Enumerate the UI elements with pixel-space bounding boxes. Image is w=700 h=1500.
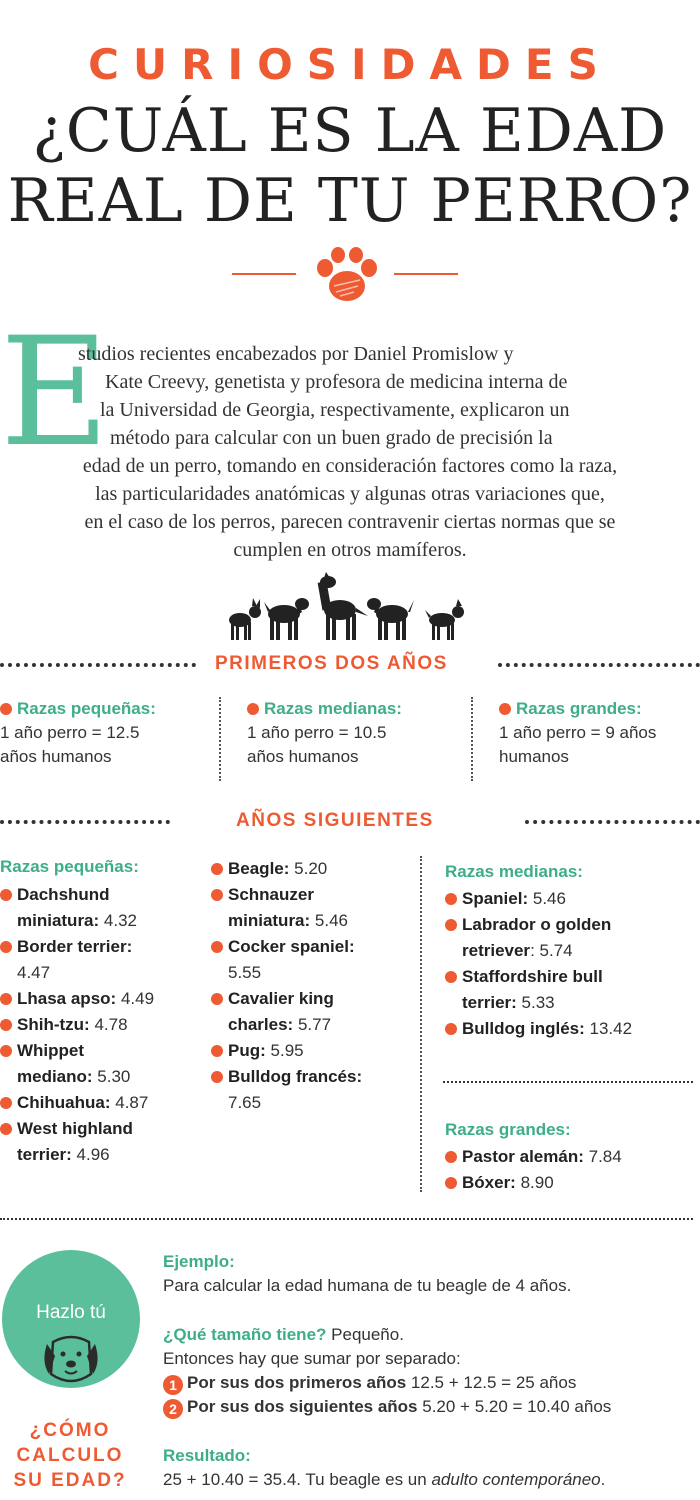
following-medium-heading: Razas medianas: xyxy=(445,862,583,881)
list-item: Staffordshire bull terrier: 5.33 xyxy=(445,964,695,1016)
then-text: Entonces hay que sumar por separado: xyxy=(163,1349,461,1368)
bullet-icon xyxy=(0,993,12,1005)
step-2: 2 Por sus dos siguientes años 5.20 + 5.20 = 10.40 años xyxy=(163,1395,611,1419)
large-heading: Razas grandes: xyxy=(499,697,699,721)
section-title-following-years: AÑOS SIGUIENTES xyxy=(236,810,434,831)
list-item: Labrador o golden retriever: 5.74 xyxy=(445,912,695,964)
list-item: Whippet mediano: 5.30 xyxy=(0,1038,200,1090)
bullet-icon xyxy=(0,703,12,715)
divider-line-right xyxy=(394,273,458,275)
bullet-icon xyxy=(211,1045,223,1057)
list-item: Lhasa apso: 4.49 xyxy=(0,986,200,1012)
list-item: Pastor alemán: 7.84 xyxy=(445,1144,695,1170)
intro-line: las particularidades anatómicas y algunas otras variaciones que, xyxy=(95,483,605,505)
list-item: West highland terrier: 4.96 xyxy=(0,1116,200,1168)
bullet-icon xyxy=(211,1071,223,1083)
list-item: Spaniel: 5.46 xyxy=(445,886,695,912)
dogs-silhouette-icon xyxy=(222,572,470,644)
small-heading: Razas pequeñas: xyxy=(0,697,210,721)
ejemplo-label: Ejemplo: xyxy=(163,1252,235,1271)
result-block xyxy=(163,1444,605,1492)
bullet-icon xyxy=(445,1177,457,1189)
small-rate: 1 año perro = 12.5 xyxy=(0,723,140,742)
bullet-icon xyxy=(211,941,223,953)
list-item: Cavalier king charles: 5.77 xyxy=(211,986,411,1038)
result-label: Resultado: xyxy=(163,1446,251,1465)
large-rate-unit: humanos xyxy=(499,747,569,766)
list-item: Bulldog inglés: 13.42 xyxy=(445,1016,695,1042)
section-title-first-years: PRIMEROS DOS AÑOS xyxy=(215,653,448,674)
badge-label: Hazlo tú xyxy=(36,1302,106,1323)
small-breeds-list-a xyxy=(0,882,200,1168)
dotted-rule xyxy=(525,820,700,824)
dotted-rule xyxy=(498,663,700,667)
small-breeds-list-b xyxy=(211,856,411,1116)
intro-line: en el caso de los perros, parecen contravenir ciertas normas que se xyxy=(84,511,616,533)
paw-icon xyxy=(314,246,380,304)
bullet-icon xyxy=(0,1097,12,1109)
dog-face-icon xyxy=(39,1334,103,1384)
hazlo-tu-badge xyxy=(2,1250,140,1388)
column-divider xyxy=(420,856,422,1192)
intro-line: método para calcular con un buen grado de precisión la xyxy=(110,427,553,449)
medium-heading: Razas medianas: xyxy=(247,697,457,721)
bullet-icon xyxy=(499,703,511,715)
bullet-icon xyxy=(0,1045,12,1057)
first-years-medium xyxy=(247,697,457,769)
bullet-icon xyxy=(445,971,457,983)
medium-breeds-list xyxy=(445,886,695,1042)
bullet-icon xyxy=(0,1019,12,1031)
dotted-rule xyxy=(0,820,170,824)
como-calculo-title: ¿CÓMO CALCULO SU EDAD? xyxy=(13,1420,127,1491)
list-item: Schnauzer miniatura: 5.46 xyxy=(211,882,411,934)
bullet-icon xyxy=(445,919,457,931)
bullet-icon xyxy=(211,993,223,1005)
bullet-icon xyxy=(0,889,12,901)
step-1: 1 Por sus dos primeros años 12.5 + 12.5 = 25 años xyxy=(163,1371,611,1395)
following-large-heading: Razas grandes: xyxy=(445,1120,571,1139)
intro-line: Kate Creevy, genetista y profesora de medicina interna de xyxy=(105,371,568,393)
kicker: CURIOSIDADES xyxy=(88,40,612,89)
small-rate-unit: años humanos xyxy=(0,747,112,766)
list-item: Dachshund miniatura: 4.32 xyxy=(0,882,200,934)
dotted-rule xyxy=(443,1081,693,1083)
large-breeds-list xyxy=(445,1144,695,1196)
dotted-rule xyxy=(0,1218,693,1220)
list-item: Border terrier: 4.47 xyxy=(0,934,200,986)
list-item: Cocker spaniel: 5.55 xyxy=(211,934,411,986)
intro-line: edad de un perro, tomando en consideración factores como la raza, xyxy=(82,455,618,477)
paw-divider xyxy=(0,244,700,304)
bullet-icon xyxy=(445,1151,457,1163)
bullet-icon xyxy=(247,703,259,715)
ejemplo-block xyxy=(163,1250,571,1298)
result-text: 25 + 10.40 = 35.4. Tu beagle es un adulto contemporáneo. xyxy=(163,1470,606,1489)
first-years-large xyxy=(499,697,699,769)
list-item: Shih-tzu: 4.78 xyxy=(0,1012,200,1038)
divider-line-left xyxy=(232,273,296,275)
ejemplo-text: Para calcular la edad humana de tu beagle de 4 años. xyxy=(163,1276,572,1295)
dotted-rule xyxy=(0,663,196,667)
bullet-icon xyxy=(211,889,223,901)
column-divider xyxy=(219,697,221,781)
medium-rate: 1 año perro = 10.5 xyxy=(247,723,387,742)
bullet-icon xyxy=(445,1023,457,1035)
list-item: Bulldog francés: 7.65 xyxy=(211,1064,411,1116)
size-block: ¿Qué tamaño tiene? Pequeño. Entonces hay que sumar por separado: 1 Por sus dos primeros años 12.5 + 12.5 = 25 años 2 Por sus dos siguientes años 5.20 + 5.20 = 10.40 años xyxy=(163,1325,612,1417)
intro-line: studios recientes encabezados por Daniel Promislow y xyxy=(78,343,514,365)
column-divider xyxy=(471,697,473,781)
intro-line: la Universidad de Georgia, respectivamente, explicaron un xyxy=(100,399,570,421)
title-line-2: REAL DE TU PERRO? xyxy=(7,166,693,236)
large-rate: 1 año perro = 9 años xyxy=(499,723,657,742)
bullet-icon xyxy=(0,1123,12,1135)
bullet-icon xyxy=(211,863,223,875)
title-line-1: ¿CUÁL ES LA EDAD xyxy=(32,96,668,166)
list-item: Chihuahua: 4.87 xyxy=(0,1090,200,1116)
list-item: Beagle: 5.20 xyxy=(211,856,411,882)
bullet-icon xyxy=(445,893,457,905)
bullet-icon xyxy=(0,941,12,953)
list-item: Pug: 5.95 xyxy=(211,1038,411,1064)
medium-rate-unit: años humanos xyxy=(247,747,359,766)
drop-cap: E xyxy=(0,306,110,480)
list-item: Bóxer: 8.90 xyxy=(445,1170,695,1196)
first-years-small xyxy=(0,697,210,769)
intro-line: cumplen en otros mamíferos. xyxy=(233,539,467,561)
following-small-heading: Razas pequeñas: xyxy=(0,857,139,876)
